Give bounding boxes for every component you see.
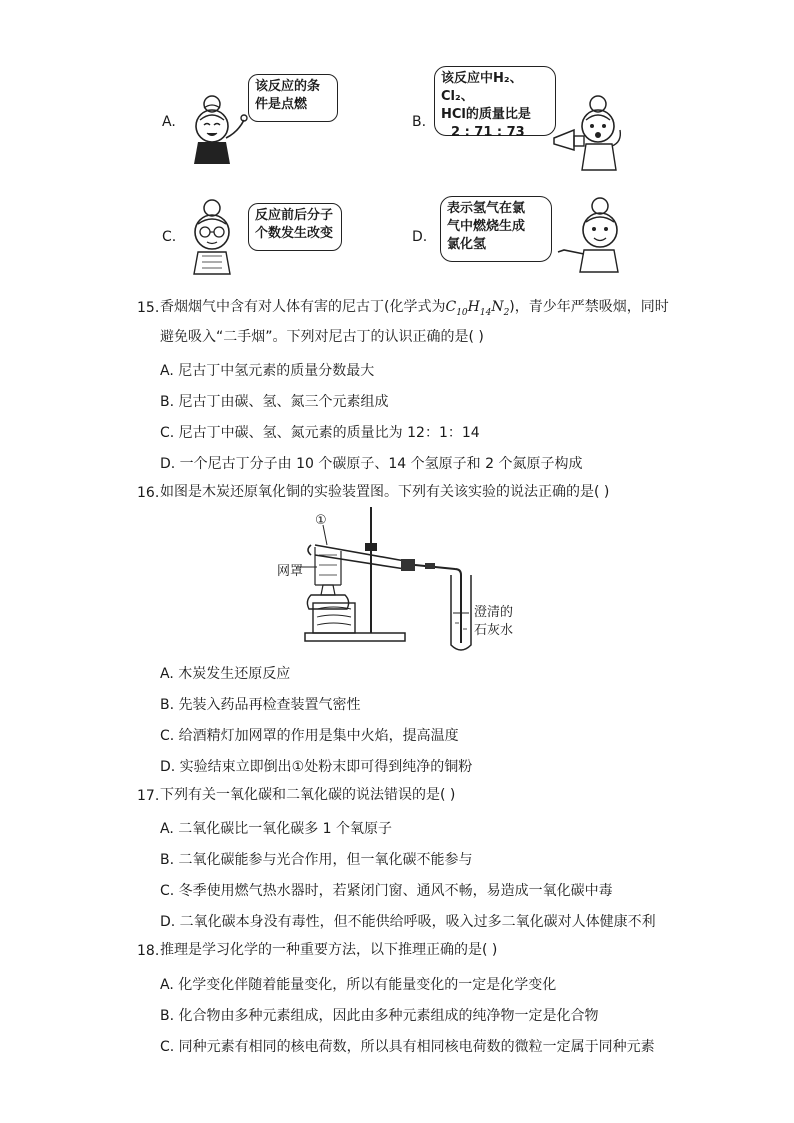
answer-option-a[interactable]: A. 尼古丁中氢元素的质量分数最大	[160, 363, 375, 379]
option-letter: B.	[412, 114, 427, 130]
question-number: 18.	[137, 943, 160, 959]
answer-option-b[interactable]: B. 二氧化碳能参与光合作用，但一氧化碳不能参与	[160, 852, 473, 868]
answer-option-c[interactable]: C. 冬季使用燃气热水器时，若紧闭门窗、通风不畅，易造成一氧化碳中毒	[160, 883, 613, 899]
answer-option-a[interactable]: A. 化学变化伴随着能量变化，所以有能量变化的一定是化学变化	[160, 977, 557, 993]
question-stem	[160, 296, 669, 324]
question-stem: 下列有关一氧化碳和二氧化碳的说法错误的是( )	[160, 787, 456, 803]
megaphone-girl-icon	[550, 94, 630, 174]
question-number: 15.	[137, 300, 160, 316]
formula: $C_{10}H_{14}N_2$	[445, 299, 510, 318]
figure-marker: ①	[315, 513, 327, 528]
pointing-girl-icon	[556, 196, 634, 276]
answer-option-c[interactable]: C. 给酒精灯加网罩的作用是集中火焰，提高温度	[160, 728, 459, 744]
answer-option-b[interactable]: B. 化合物由多种元素组成，因此由多种元素组成的纯净物一定是化合物	[160, 1008, 599, 1024]
question-stem-line2: 避免吸入“二手烟”。下列对尼古丁的认识正确的是( )	[160, 329, 484, 345]
stem-text: )，青少年严禁吸烟，同时	[509, 299, 669, 315]
option-letter: C.	[162, 229, 177, 245]
speech-line: 2 : 71 : 73	[451, 125, 525, 140]
answer-option-d[interactable]: D. 一个尼古丁分子由 10 个碳原子、14 个氢原子和 2 个氮原子构成	[160, 456, 583, 472]
figure-label-limewater	[474, 604, 513, 640]
speech-bubble	[248, 203, 342, 251]
answer-option-b[interactable]: B. 尼古丁由碳、氢、氮三个元素组成	[160, 394, 389, 410]
answer-option-d[interactable]: D. 实验结束立即倒出①处粉末即可得到纯净的铜粉	[160, 759, 473, 775]
speech-line: 表示氢气在氯	[447, 201, 526, 216]
question-stem: 如图是木炭还原氧化铜的实验装置图。下列有关该实验的说法正确的是( )	[160, 484, 610, 500]
speech-line: 气中燃烧生成	[447, 219, 526, 234]
speech-line: 该反应的条	[255, 79, 321, 94]
option-letter: A.	[162, 114, 176, 130]
speech-line: 件是点燃	[255, 97, 308, 112]
girl-cartoon-icon	[182, 92, 252, 172]
question-number: 16.	[137, 485, 160, 501]
answer-option-c[interactable]: C. 同种元素有相同的核电荷数，所以具有相同核电荷数的微粒一定属于同种元素	[160, 1039, 655, 1055]
stem-text: 香烟烟气中含有对人体有害的尼古丁(化学式为	[160, 299, 446, 315]
speech-line: 反应前后分子	[255, 208, 334, 223]
glasses-girl-icon	[178, 198, 248, 278]
answer-option-c[interactable]: C. 尼古丁中碳、氢、氮元素的质量比为 12：1：14	[160, 425, 480, 441]
answer-option-a[interactable]: A. 二氧化碳比一氧化碳多 1 个氧原子	[160, 821, 393, 837]
option-letter: D.	[412, 229, 428, 245]
speech-bubble	[248, 74, 338, 122]
figure-label-line: 澄清的	[474, 605, 514, 620]
speech-line: 个数发生改变	[255, 226, 334, 241]
speech-line: 氯化氢	[447, 237, 487, 252]
speech-line: HCl的质量比是	[441, 107, 531, 122]
speech-line: 该反应中H₂、Cl₂、	[441, 71, 523, 104]
speech-bubble	[440, 196, 552, 262]
figure-label-mesh: 网罩	[277, 564, 304, 579]
question-stem: 推理是学习化学的一种重要方法，以下推理正确的是( )	[160, 942, 498, 958]
speech-bubble	[434, 66, 556, 140]
answer-option-d[interactable]: D. 二氧化碳本身没有毒性，但不能供给呼吸，吸入过多二氧化碳对人体健康不利	[160, 914, 656, 930]
answer-option-a[interactable]: A. 木炭发生还原反应	[160, 666, 291, 682]
question-number: 17.	[137, 788, 160, 804]
figure-label-line: 石灰水	[474, 623, 514, 638]
answer-option-b[interactable]: B. 先装入药品再检查装置气密性	[160, 697, 361, 713]
